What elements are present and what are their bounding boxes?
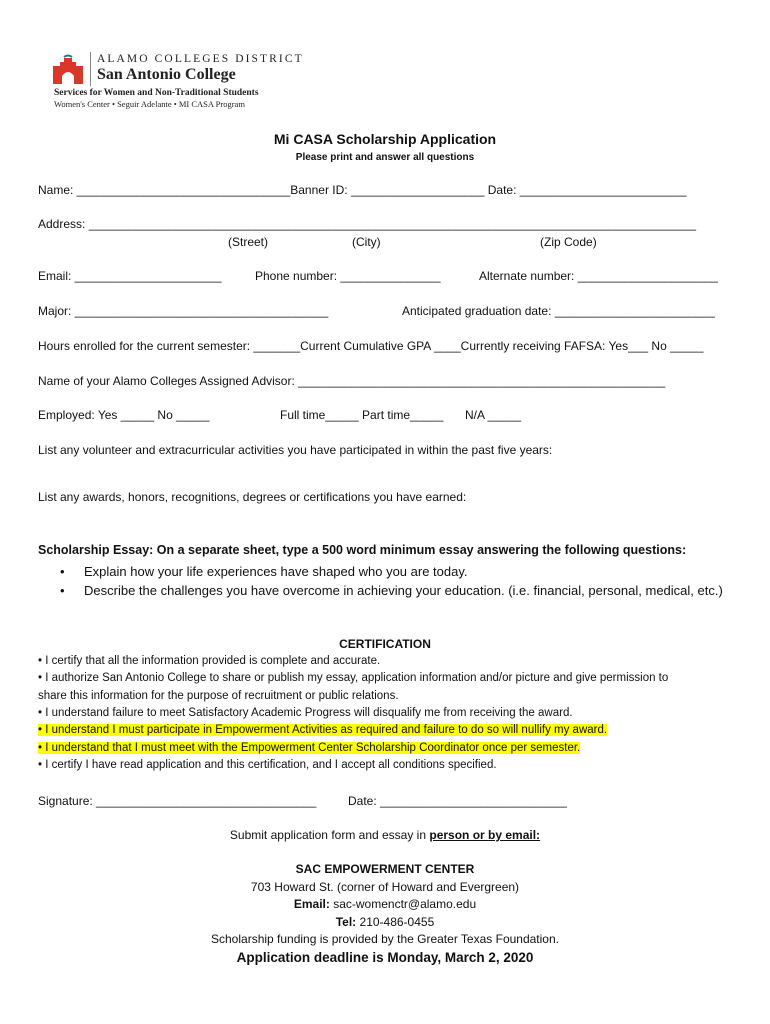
- certification-item: • I authorize San Antonio College to share or publish my essay, application information and/or picture and give permission to: [38, 672, 669, 684]
- submit-text: Submit application form and essay in: [229, 828, 430, 842]
- phone-line[interactable]: Phone number: _______________: [255, 269, 441, 283]
- certification-item-highlighted: • I understand I must participate in Empowerment Activities as required and failure to do so will nullify my award.: [38, 724, 608, 736]
- fulltime-parttime-line[interactable]: Full time_____ Part time_____: [280, 408, 444, 422]
- submit-instruction: [0, 828, 770, 842]
- essay-heading: Scholarship Essay: On a separate sheet, type a 500 word minimum essay answering the following questions:: [38, 543, 687, 557]
- college-logo: [52, 50, 312, 110]
- address-zip-caption: (Zip Code): [540, 235, 597, 249]
- address-line[interactable]: Address: ___________________________________________________________________________________________: [38, 217, 697, 231]
- signature-date-line[interactable]: Date: ____________________________: [348, 794, 567, 808]
- certification-item-highlighted-wrapper: [38, 740, 580, 758]
- address-city-caption: (City): [352, 235, 381, 249]
- certification-item: • I certify I have read application and this certification, and I accept all conditions specified.: [38, 759, 497, 771]
- graduation-date-line[interactable]: Anticipated graduation date: ________________________: [402, 304, 715, 318]
- advisor-line[interactable]: Name of your Alamo Colleges Assigned Advisor: _______________________________________________________: [38, 374, 666, 388]
- submit-emphasis: person or by email:: [429, 828, 541, 842]
- certification-item: • I understand failure to meet Satisfactory Academic Progress will disqualify me from receiving the award.: [38, 707, 573, 719]
- na-line[interactable]: N/A _____: [465, 408, 522, 422]
- certification-item-highlighted-wrapper: [38, 722, 607, 740]
- certification-item: • I certify that all the information provided is complete and accurate.: [38, 655, 381, 667]
- page-instruction: Please print and answer all questions: [295, 152, 475, 163]
- hours-gpa-fafsa-line[interactable]: Hours enrolled for the current semester: _______Current Cumulative GPA ____Currently receiving FAFSA: Yes___ No _____: [38, 339, 704, 353]
- certification-heading: CERTIFICATION: [339, 637, 431, 651]
- application-deadline: Application deadline is Monday, March 2, 2020: [236, 950, 534, 965]
- funding-note: Scholarship funding is provided by the Greater Texas Foundation.: [211, 932, 559, 946]
- email-label: Email:: [293, 897, 330, 911]
- signature-line[interactable]: Signature: _________________________________: [38, 794, 317, 808]
- name-banner-date-line[interactable]: Name: ________________________________Banner ID: ____________________ Date: _________________________: [38, 183, 687, 197]
- logo-divider: [90, 52, 91, 86]
- logo-programs-text: Women's Center • Seguir Adelante • MI CASA Program: [54, 99, 245, 109]
- logo-services-text: Services for Women and Non-Traditional Students: [54, 88, 259, 98]
- certification-item-highlighted: • I understand that I must meet with the Empowerment Center Scholarship Coordinator once per semester.: [38, 742, 581, 754]
- center-name: SAC EMPOWERMENT CENTER: [295, 862, 475, 876]
- employed-line[interactable]: Employed: Yes _____ No _____: [38, 408, 210, 422]
- center-email: [0, 897, 770, 911]
- alternate-phone-line[interactable]: Alternate number: _____________________: [479, 269, 718, 283]
- address-street-caption: (Street): [228, 235, 269, 249]
- logo-district-name: ALAMO COLLEGES DISTRICT: [97, 53, 304, 65]
- essay-question-list: [58, 562, 738, 600]
- volunteer-prompt: List any volunteer and extracurricular activities you have participated in within the past five years:: [38, 443, 553, 457]
- essay-question: • Explain how your life experiences have shaped who you are today.: [58, 562, 738, 581]
- major-line[interactable]: Major: ______________________________________: [38, 304, 329, 318]
- center-phone: [0, 915, 770, 929]
- email-value[interactable]: sac-womenctr@alamo.edu: [329, 897, 477, 911]
- awards-prompt: List any awards, honors, recognitions, degrees or certifications you have earned:: [38, 490, 467, 504]
- logo-college-name: San Antonio College: [97, 66, 236, 83]
- page-title: Mi CASA Scholarship Application: [273, 131, 497, 147]
- tel-label: Tel:: [335, 915, 357, 929]
- essay-question: • Describe the challenges you have overcome in achieving your education. (i.e. financial, personal, medical, etc.): [58, 581, 738, 600]
- certification-item: share this information for the purpose of recruitment or public relations.: [38, 690, 399, 702]
- center-address: 703 Howard St. (corner of Howard and Evergreen): [250, 880, 520, 894]
- email-line[interactable]: Email: ______________________: [38, 269, 222, 283]
- tel-value: 210-486-0455: [356, 915, 435, 929]
- alamo-logo-icon: [52, 54, 84, 86]
